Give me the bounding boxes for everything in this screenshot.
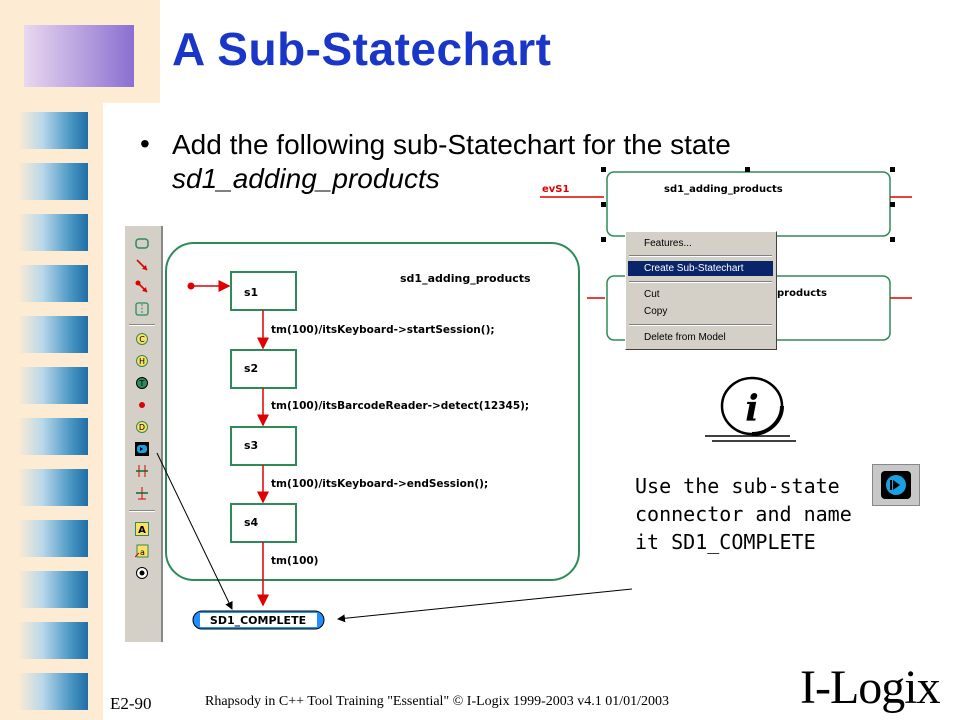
upper-state-box[interactable] [607,172,890,236]
bullet-line-2: sd1_adding_products [172,163,440,194]
menu-item-delete-from-model[interactable]: Delete from Model [644,332,726,343]
transition-label: tm(100)/itsBarcodeReader->detect(12345); [271,400,530,412]
state-s4[interactable] [231,504,296,542]
bullet-line-1: Add the following sub-Statechart for the state [172,129,731,160]
menu-item-cut[interactable]: Cut [644,289,660,300]
state-s3[interactable] [231,427,296,465]
upper-state-label: sd1_adding_products [664,184,783,195]
substate-connector-icon [872,464,920,506]
selection-handle[interactable] [890,202,895,207]
menu-item-features[interactable]: Features... [644,238,692,249]
menu-separator [629,281,772,283]
menu-item-create-sub-statechart[interactable]: Create Sub-Statechart [628,261,773,276]
parent-state-label: sd1_adding_products [400,272,531,285]
note-line-1: Use the sub-state [635,474,840,498]
state-s1-label: s1 [244,286,259,299]
svg-text:D: D [138,423,146,432]
menu-item-copy[interactable]: Copy [644,306,668,317]
svg-text:T: T [139,379,145,388]
state-s2-label: s2 [244,362,259,375]
transition-label: tm(100) [271,555,319,567]
selection-handle[interactable] [601,237,606,242]
selection-handle[interactable] [745,167,750,172]
state-s1[interactable] [231,272,296,310]
selection-handle[interactable] [890,237,895,242]
i-logix-logo: I-Logix [800,661,940,714]
menu-separator [629,324,772,326]
state-s3-label: s3 [244,439,259,452]
pointer-line-note [338,589,632,619]
menu-separator [629,255,772,257]
upper-event-label: evS1 [542,184,570,195]
selection-handle[interactable] [601,167,606,172]
info-icon [705,378,796,441]
note-line-3: it SD1_COMPLETE [635,530,816,554]
state-s2[interactable] [231,350,296,388]
context-menu [625,231,777,350]
svg-text:H: H [138,357,146,366]
bullet-marker: • [140,128,150,159]
connector-label: SD1_COMPLETE [209,614,307,627]
note-line-2: connector and name [635,502,852,526]
state-s4-label: s4 [244,516,259,529]
transition-label: tm(100)/itsKeyboard->endSession(); [271,478,489,490]
upper-second-state-label: products [777,288,827,299]
transition-label: tm(100)/itsKeyboard->startSession(); [271,324,495,336]
svg-text:C: C [139,335,145,344]
selection-handle[interactable] [890,167,895,172]
svg-text:a: a [140,548,145,557]
svg-text:i: i [745,388,759,430]
svg-text:A: A [138,525,146,536]
slide-title: A Sub-Statechart [172,23,552,75]
default-transition-dot [188,283,195,290]
footer-text: Rhapsody in C++ Tool Training "Essential" © I-Logix 1999-2003 v4.1 01/01/2003 [205,694,670,709]
selection-handle[interactable] [601,202,606,207]
page-number: E2-90 [110,694,152,713]
instruction-note [635,472,885,556]
